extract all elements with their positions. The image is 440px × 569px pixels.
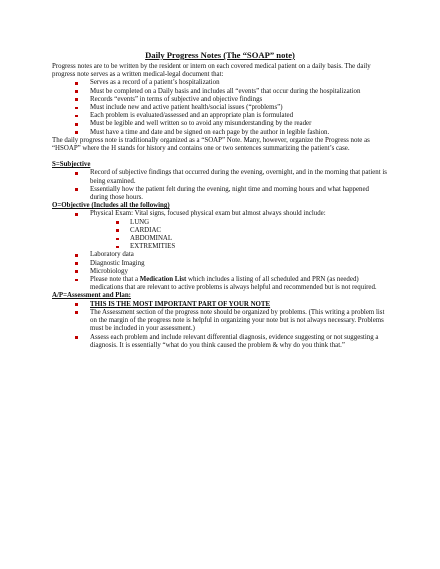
objective-bullet: Diagnostic Imaging	[52, 260, 388, 268]
objective-heading: O=Objective (Includes all the following)	[52, 202, 170, 210]
intro-bullet-list	[52, 79, 388, 136]
objective-list	[52, 210, 388, 292]
subjective-bullet: Essentially how the patient felt during the evening, night time and morning hours and what happened during those hours.	[52, 186, 388, 202]
med-post: which includes a listing of all scheduled and PRN (as needed) medications that are relevant to active problems is always helpful and recommended but is not required.	[90, 276, 377, 292]
intro-bullet: Must have a time and date and be signed on each page by the author in legible fashion.	[52, 129, 388, 137]
med-pre: Please note that a	[90, 276, 140, 284]
assessment-bullet: Assess each problem and include relevant differential diagnosis, evidence suggesting or not suggesting a diagnosis. It is essentially “what do you think caused the problem & why do you think that.”	[52, 334, 388, 350]
objective-exam-bullet	[52, 210, 388, 251]
document-title: Daily Progress Notes (The “SOAP” note)	[145, 50, 295, 60]
assessment-list	[52, 301, 388, 350]
exam-text: Physical Exam: Vital signs, focused physical exam but almost always should include:	[90, 210, 326, 218]
exam-item: LUNG	[52, 219, 388, 227]
exam-item: CARDIAC	[52, 227, 388, 235]
exam-item: ABDOMINAL	[52, 235, 388, 243]
intro-paragraph: Progress notes are to be written by the resident or intern on each covered medical patient on a daily basis. The daily progress note serves as a written medical-legal document that:	[52, 63, 371, 79]
intro-bullet: Records “events” in terms of subjective and objective findings	[52, 96, 388, 104]
document-page	[52, 50, 388, 350]
assessment-bullet-important: THIS IS THE MOST IMPORTANT PART OF YOUR NOTE	[52, 301, 388, 309]
assessment-bullet: The Assessment section of the progress note should be organized by problems. (This writing a problem list on the margin of the progress note is helpful in organizing your note but is not always necessary. Problems must be included in your assessment.)	[52, 309, 388, 334]
subjective-list	[52, 169, 388, 202]
exam-items-list	[52, 219, 388, 252]
subjective-bullet: Record of subjective findings that occurred during the evening, overnight, and in the morning that patient is being examined.	[52, 169, 388, 185]
objective-bullet: Laboratory data	[52, 251, 388, 259]
subjective-heading: S=Subjective	[52, 161, 91, 169]
intro-bullet: Each problem is evaluated/assessed and an appropriate plan is formulated	[52, 112, 388, 120]
medication-note-bullet	[52, 276, 388, 292]
exam-item: EXTREMITIES	[52, 243, 388, 251]
intro-bullet: Serves as a record of a patient’s hospitalization	[52, 79, 388, 87]
intro-bullet: Must include new and active patient health/social issues (“problems”)	[52, 104, 388, 112]
assessment-heading: A/P=Assessment and Plan:	[52, 292, 131, 300]
soap-paragraph: The daily progress note is traditionally organized as a “SOAP” Note. Many, however, organize the Progress note as “HSOAP” where the H stands for history and contains one or two sentences summarizing the patient’s case.	[52, 136, 370, 153]
objective-bullet: Microbiology	[52, 268, 388, 276]
medication-list-label: Medication List	[139, 276, 187, 284]
intro-bullet: Must be legible and well written so to avoid any misunderstanding by the reader	[52, 120, 388, 128]
intro-bullet: Must be completed on a Daily basis and includes all “events” that occur during the hospitalization	[52, 88, 388, 96]
